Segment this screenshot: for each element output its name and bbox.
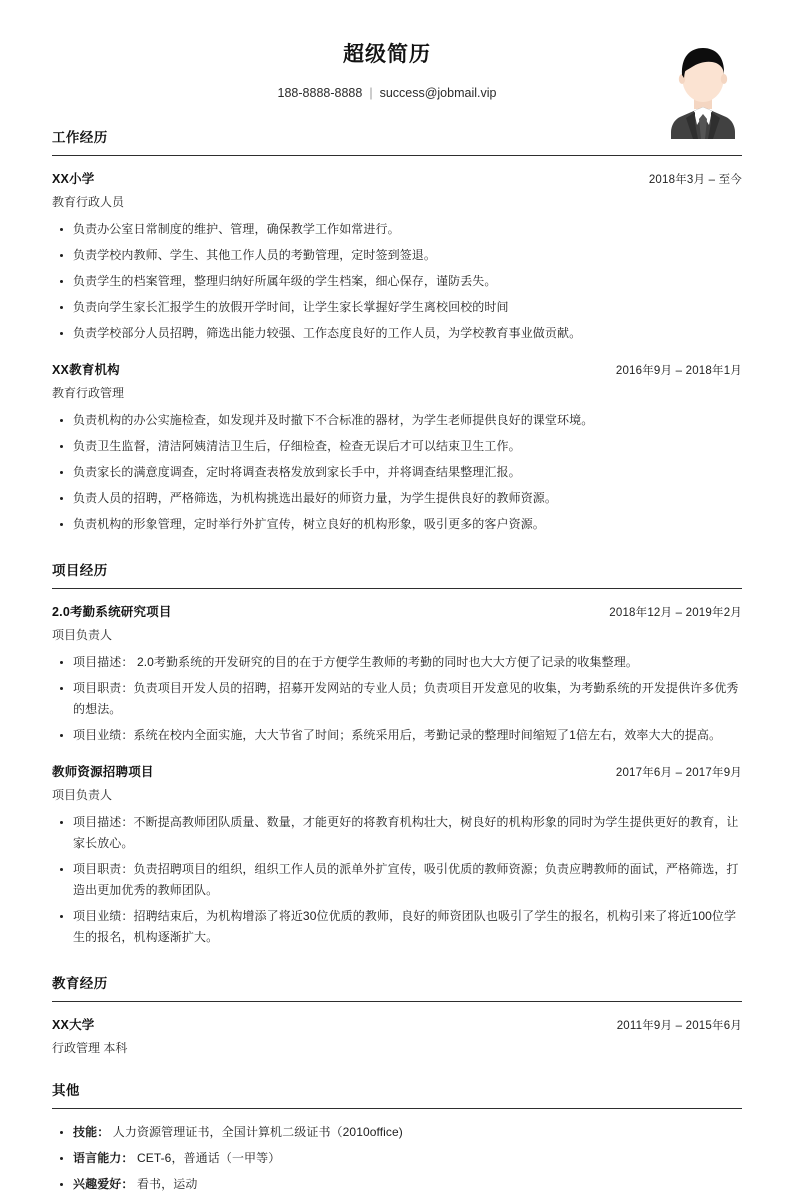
work-entry [52,360,742,535]
bullet-label: 项目业绩： [73,909,134,923]
entry-header [52,1015,742,1036]
entry-role: 项目负责人 [52,788,113,802]
list-item [52,436,742,457]
list-item [52,678,742,720]
list-item [52,271,742,292]
resume-content [0,128,794,1195]
section-work [52,128,742,535]
entry-role: 教育行政管理 [52,386,125,400]
list-item [52,725,742,746]
entry-organization: XX教育机构 [52,363,120,377]
section-education [52,974,742,1059]
bullet-text: 招聘结束后，为机构增添了将近30位优质的教师，良好的师资团队也吸引了学生的报名，机构引来了将近100位学生的报名，机构逐渐扩大。 [73,909,737,944]
other-bullet-list [52,1122,742,1195]
list-item [52,859,742,901]
entry-date-range: 2017年6月 – 2017年9月 [615,767,742,779]
list-item [52,1174,742,1195]
entry-organization: XX小学 [52,172,95,186]
bullet-text: 系统在校内全面实施，大大节省了时间；系统采用后，考勤记录的整理时间缩短了1倍左右，效率大大的提高。 [133,728,722,742]
project-entry [52,762,742,948]
entry-bullet-list [52,812,742,948]
entry-date-range: 2018年12月 – 2019年2月 [609,607,742,619]
email-address: success@jobmail.vip [379,86,497,100]
list-item [52,297,742,318]
list-item [52,652,742,673]
bullet-label: 项目描述： [73,655,134,669]
education-entry [52,1015,742,1059]
entry-organization: 2.0考勤系统研究项目 [52,605,172,619]
section-title-other: 其他 [52,1083,80,1098]
bullet-text: 负责学生的档案管理，整理归纳好所属年级的学生档案，细心保存，谨防丢失。 [73,274,497,288]
header-center-block [52,40,742,102]
list-item [52,906,742,948]
list-item [52,1148,742,1169]
list-item [52,219,742,240]
list-item [52,1122,742,1143]
bullet-text: 负责机构的形象管理，定时举行外扩宣传，树立良好的机构形象，吸引更多的客户资源。 [73,517,545,531]
entry-date-range: 2016年9月 – 2018年1月 [615,365,742,377]
list-item [52,245,742,266]
section-title-project: 项目经历 [52,563,108,578]
contact-line [52,84,722,102]
bullet-text: 负责学校内教师、学生、其他工作人员的考勤管理，定时签到签退。 [73,248,437,262]
entry-header [52,360,742,381]
section-rule-education [52,1001,742,1002]
bullet-text: 负责招聘项目的组织，组织工作人员的派单外扩宣传，吸引优质的教师资源；负责应聘教师的面试，严格筛选，打造出更加优秀的教师团队。 [73,862,739,897]
bullet-text: 负责家长的满意度调查，定时将调查表格发放到家长手中，并将调查结果整理汇报。 [73,465,521,479]
section-title-work: 工作经历 [52,130,108,145]
bullet-label: 语言能力： [73,1151,134,1165]
project-entry [52,602,742,746]
section-other [52,1081,742,1195]
bullet-text: 2.0考勤系统的开发研究的目的在于方便学生教师的考勤的同时也大大方便了记录的收集整理。 [133,655,638,669]
bullet-text: 负责向学生家长汇报学生的放假开学时间，让学生家长掌握好学生离校回校的时间 [73,300,509,314]
section-project [52,561,742,948]
section-rule-project [52,588,742,589]
entry-header [52,602,742,623]
page-title: 超级简历 [343,43,431,66]
section-rule-work [52,155,742,156]
entry-role: 教育行政人员 [52,195,125,209]
list-item [52,812,742,854]
bullet-text: CET-6，普通话（一甲等） [133,1151,281,1165]
entry-role: 项目负责人 [52,628,113,642]
person-avatar-illustration-icon [662,35,744,139]
bullet-text: 看书，运动 [133,1177,198,1191]
bullet-label: 项目职责： [73,862,134,876]
entry-bullet-list [52,219,742,344]
bullet-text: 负责卫生监督，清洁阿姨清洁卫生后，仔细检查，检查无误后才可以结束卫生工作。 [73,439,521,453]
list-item [52,323,742,344]
contact-separator: | [369,86,373,100]
entry-date-range: 2018年3月 – 至今 [648,174,742,186]
section-rule-other [52,1108,742,1109]
bullet-text: 不断提高教师团队质量、数量，才能更好的将教育机构壮大，树良好的机构形象的同时为学生提供更好的教育，让家长放心。 [73,815,739,850]
list-item [52,514,742,535]
phone-number: 188-8888-8888 [277,86,363,100]
bullet-label: 项目描述： [73,815,134,829]
avatar [662,35,744,139]
bullet-text: 负责人员的招聘，严格筛选，为机构挑选出最好的师资力量，为学生提供良好的教师资源。 [73,491,558,505]
bullet-text: 负责机构的办公实施检查，如发现并及时撤下不合标准的器材，为学生老师提供良好的课堂环境。 [73,413,594,427]
entry-organization: XX大学 [52,1018,95,1032]
list-item [52,410,742,431]
entry-bullet-list [52,410,742,535]
work-entry [52,169,742,344]
entry-header [52,762,742,783]
entry-organization: 教师资源招聘项目 [52,765,154,779]
bullet-label: 项目业绩： [73,728,134,742]
bullet-text: 人力资源管理证书，全国计算机二级证书（2010office) [109,1125,403,1139]
list-item [52,488,742,509]
resume-header [0,0,794,112]
entry-header [52,169,742,190]
bullet-text: 负责学校部分人员招聘，筛选出能力较强、工作态度良好的工作人员，为学校教育事业做贡献。 [73,326,582,340]
bullet-text: 负责办公室日常制度的维护、管理，确保教学工作如常进行。 [73,222,400,236]
bullet-label: 兴趣爱好： [73,1177,134,1191]
entry-date-range: 2011年9月 – 2015年6月 [616,1020,742,1032]
entry-bullet-list [52,652,742,746]
entry-role: 行政管理 本科 [52,1041,128,1055]
list-item [52,462,742,483]
bullet-label: 项目职责： [73,681,134,695]
bullet-label: 技能： [73,1125,110,1139]
bullet-text: 负责项目开发人员的招聘，招募开发网站的专业人员；负责项目开发意见的收集，为考勤系统的开发提供许多优秀的想法。 [73,681,739,716]
section-title-education: 教育经历 [52,976,108,991]
